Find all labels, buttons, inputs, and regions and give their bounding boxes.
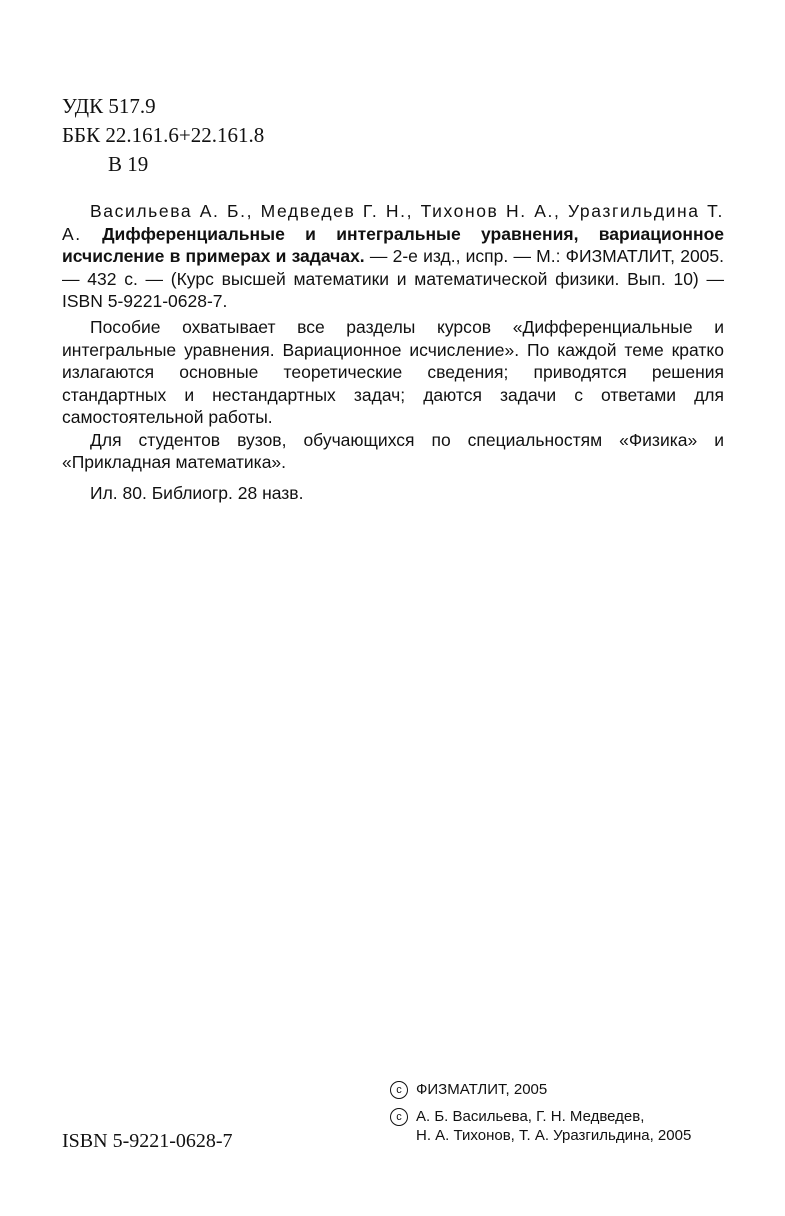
author-mark: В 19 xyxy=(108,152,149,176)
copyright-block xyxy=(390,1080,691,1153)
udk-code: УДК 517.9 xyxy=(62,94,156,118)
copyright-icon: c xyxy=(390,1108,408,1126)
classification-block xyxy=(62,92,264,179)
isbn-number: ISBN 5-9221-0628-7 xyxy=(62,1130,233,1152)
abstract-paragraph-scope: Пособие охватывает все разделы курсов «Дифференциальные и интегральные уравнения. Вариационное исчисление». По каждой теме кратко излагаются основные теоретические сведения; приводятся решения стандартных и нестандартных задач; даются задачи с ответами для самостоятельной работы. xyxy=(62,317,724,427)
copyright-authors-row xyxy=(390,1107,691,1145)
authors-list: Васильева А. Б., Медведев Г. Н., Тихонов Н. А., Уразгильдина Т. А. xyxy=(62,201,724,244)
abstract-paragraph-audience: Для студентов вузов, обучающихся по специальностям «Физика» и «Прикладная математика». xyxy=(62,429,724,472)
copyright-publisher-row xyxy=(390,1080,691,1099)
copyright-icon: c xyxy=(390,1081,408,1099)
copyright-authors xyxy=(416,1107,691,1145)
bbk-code: ББК 22.161.6+22.161.8 xyxy=(62,123,265,147)
book-title: Дифференциальные и интегральные уравнения, вариационное исчисление в примерах и задачах. xyxy=(62,223,724,266)
abstract-block xyxy=(62,316,724,504)
copyright-publisher: ФИЗМАТЛИТ, 2005 xyxy=(416,1081,548,1098)
copyright-authors-line1: А. Б. Васильева, Г. Н. Медведев, xyxy=(416,1108,645,1125)
copyright-authors-line2: Н. А. Тихонов, Т. А. Уразгильдина, 2005 xyxy=(416,1127,692,1144)
publication-details: — 2-е изд., испр. — М.: ФИЗМАТЛИТ, 2005. — 432 с. — (Курс высшей математики и математической физики. Вып. 10) — ISBN 5-9221-0628-7. xyxy=(62,246,724,311)
illustrations-bibliography-count: Ил. 80. Библиогр. 28 назв. xyxy=(90,482,304,503)
bibliographic-record xyxy=(62,200,724,313)
